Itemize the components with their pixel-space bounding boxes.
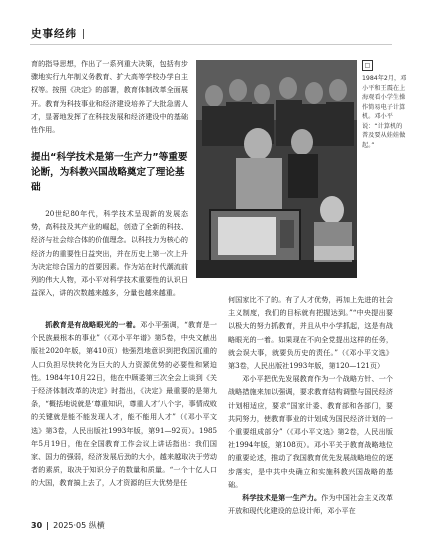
paragraph-continuation: 何国家比不了的。有了人才优势，再加上先进的社会主义制度，我们的目标就有把握达到。”“中央提出要以极大的努力抓教育，并且从中小学抓起，这是有战略眼光的一着。如果现在不向全党提出这样的任务，就会误大事，就要负历史的责任。”（《邓小平文选》第3卷，人民出版社1993年版，第120—121页） bbox=[228, 295, 393, 371]
paragraph-eighties bbox=[31, 207, 188, 299]
paragraph-intro bbox=[31, 57, 188, 136]
page-footer bbox=[31, 520, 105, 531]
historical-photo bbox=[196, 60, 357, 278]
section-title: 史事经纬 bbox=[31, 28, 77, 40]
paragraph-strategy: 邓小平把优先发展教育作为一个战略方针、一个战略措施来加以强调，要求教育结构调整与国民经济计划相适应，要求“国家计委、教育部和各部门，要共同努力，使教育事业的计划成为国民经济计划的一个重要组成部分”（《邓小平文选》第2卷，人民出版社1994年版，第108页）。邓小平关于教育战略地位的重要论述，推动了我国教育优先发展战略地位的逐步落实，是中共中央确立和实施科教兴国战略的基础。 bbox=[228, 374, 393, 489]
header-divider bbox=[83, 29, 84, 39]
header-rule bbox=[30, 44, 392, 45]
paragraph-education bbox=[31, 318, 217, 490]
paragraph-productivity-text: 作为中国社会主义改革开放和现代化建设的总设计师，邓小平在 bbox=[228, 493, 394, 516]
paragraph-eighties-text: 20世纪80年代，科学技术呈现新的发展态势，高科技及其产业的崛起，创造了全新的科技、经济与社会综合体的价值理念。以科技力为核心的经济力的重要性日益突出，并在历史上第一次上升为决定综合国力的首要因素。作为站在时代潮流前列的伟大人物，邓小平对科学技术重要性的认识日益深入，讲的次数越来越多，分量也越来越重。 bbox=[31, 209, 188, 298]
page-number: 30 bbox=[31, 521, 43, 530]
lead-education: 抓教育是有战略眼光的一着。 bbox=[45, 320, 141, 329]
right-column bbox=[228, 293, 393, 517]
issue-label: 2025·05 纵横 bbox=[53, 521, 105, 530]
paragraph-intro-text: 育的指导思想，作出了一系列重大决策，包括有步骤地实行九年制义务教育、扩大高等学校办学自主权等。按照《决定》的部署，教育体制改革全面展开。教育为科技事业和经济建设培养了大批急需人才，显著地发挥了在科技发展和经济建设中的基础性作用。 bbox=[31, 59, 188, 135]
caption-icon: □ bbox=[362, 60, 373, 71]
photo-illustration bbox=[196, 60, 357, 278]
section-header bbox=[31, 26, 84, 41]
footer-divider bbox=[47, 522, 48, 530]
lead-productivity: 科学技术是第一生产力。 bbox=[242, 493, 322, 503]
paragraph-education-text: 邓小平强调，“教育是一个民族最根本的事业”（《邓小平年谱》第5卷，中央文献出版社2020年版，第410页）他强烈地意识到把我国沉重的人口负担尽快转化为巨大的人力资源优势的必要性和紧迫性。1984年10月22日，他在中顾委第三次全会上谈到《关于经济体制改革的决定》时指出，《决定》最重要的是第九条，“概括地说就是‘尊重知识，尊重人才’八个字，事情成败的关键就是能不能发现人才，能不能用人才”（《邓小平文选》第3卷，人民出版社1993年版，第91—92页）。1985年5月19日，他在全国教育工作会议上讲话指出：我们国家、国力的强弱，经济发展后劲的大小，越来越取决于劳动者的素质，取决于知识分子的数量和质量。“一个十亿人口的大国，教育搞上去了，人才资源的巨大优势是任 bbox=[31, 320, 217, 488]
photo-caption: 1984年2月，邓小平和王震在上海观看小学生操作简易电子计算机。邓小平说：“计算机的普及要从娃娃做起。” bbox=[362, 75, 407, 149]
subheading: 提出“科学技术是第一生产力”等重要论断，为科教兴国战略奠定了理论基础 bbox=[31, 152, 188, 193]
